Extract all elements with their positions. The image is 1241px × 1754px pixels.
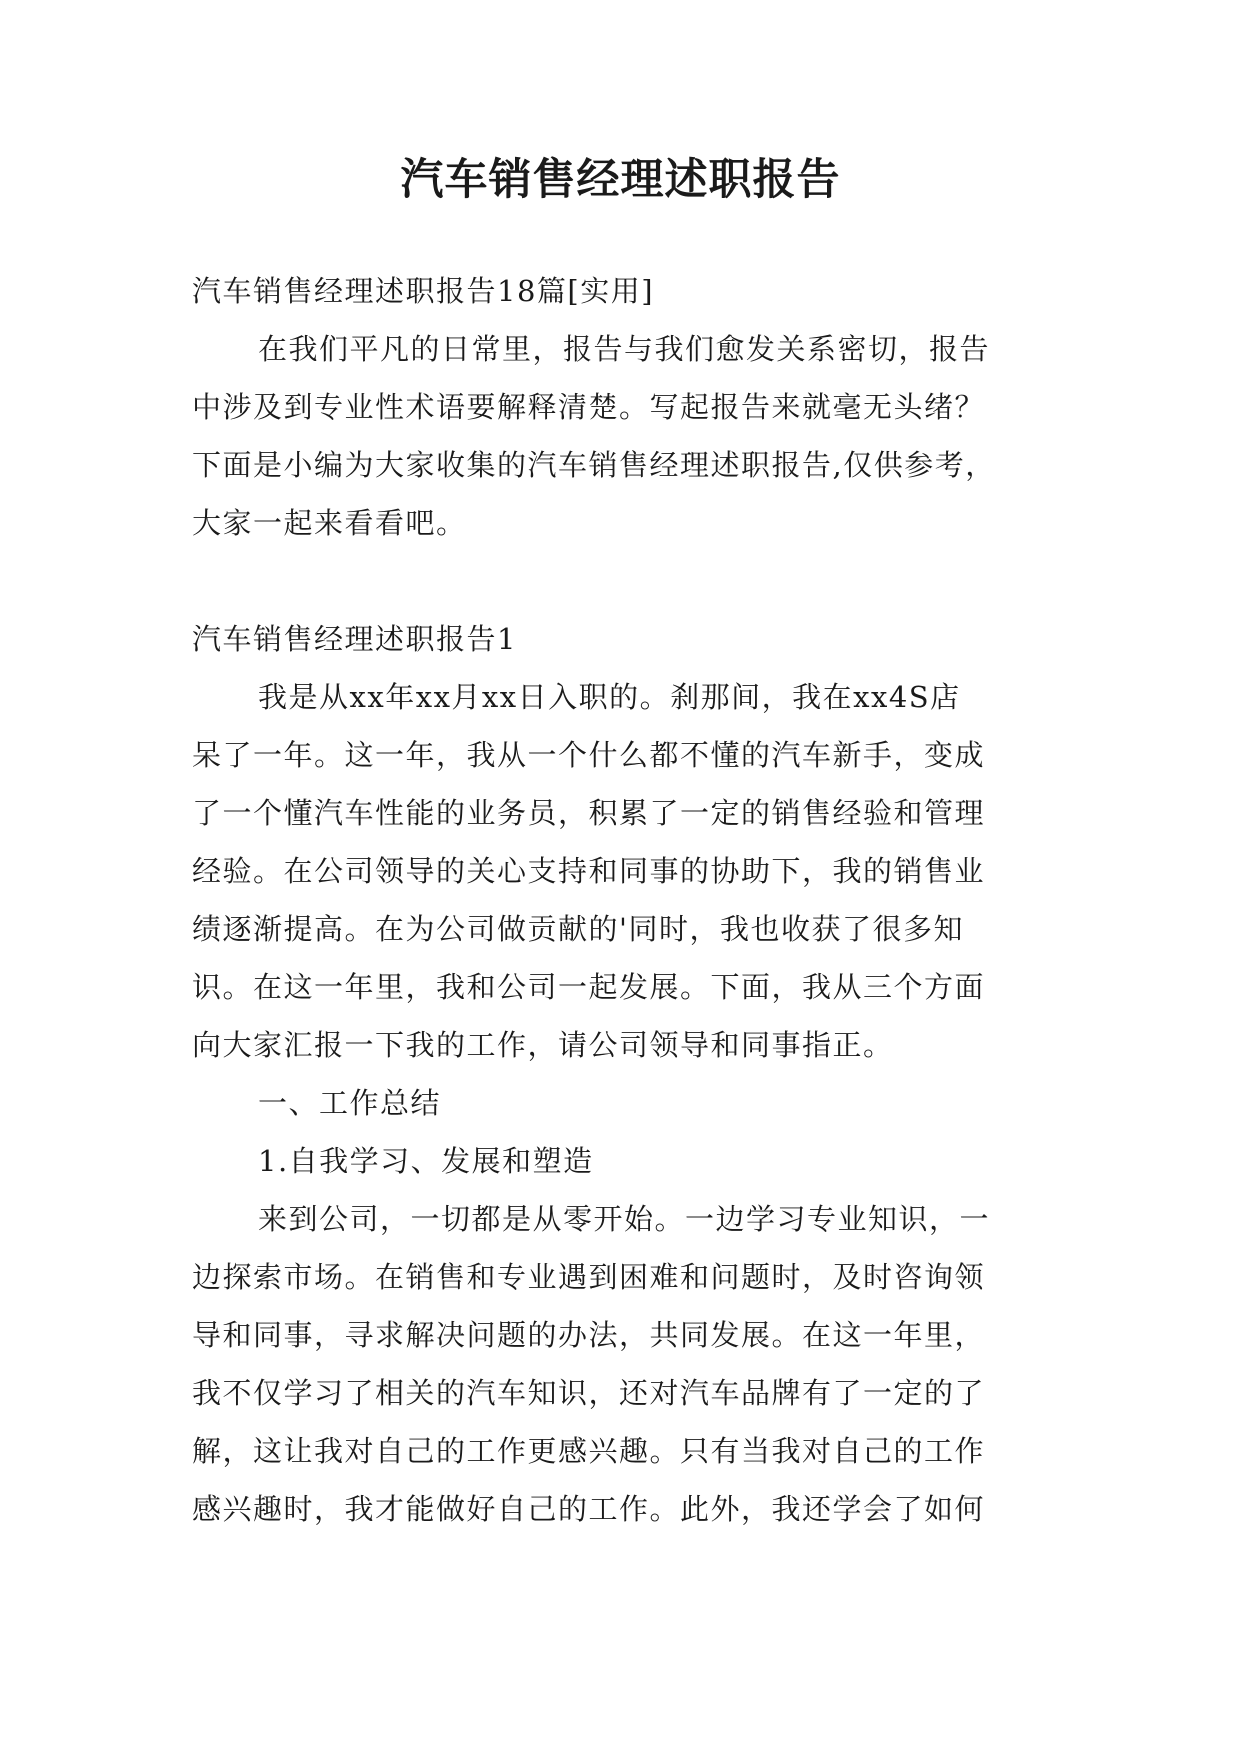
- paragraph-line: 解，这让我对自己的工作更感兴趣。只有当我对自己的工作: [192, 1434, 986, 1468]
- intro-line: 下面是小编为大家收集的汽车销售经理述职报告,仅供参考，: [192, 448, 996, 482]
- paragraph-gap: [192, 552, 1058, 610]
- paragraph-line: 绩逐渐提高。在为公司做贡献的'同时，我也收获了很多知: [192, 912, 964, 946]
- paragraph-line: 向大家汇报一下我的工作，请公司领导和同事指正。: [192, 1028, 894, 1062]
- intro-line: 大家一起来看看吧。: [192, 506, 467, 540]
- paragraph-line: 我不仅学习了相关的汽车知识，还对汽车品牌有了一定的了: [192, 1376, 986, 1410]
- document-title: 汽车销售经理述职报告: [400, 155, 841, 205]
- paragraph-line: 导和同事，寻求解决问题的办法，共同发展。在这一年里，: [192, 1318, 986, 1352]
- paragraph-line: 呆了一年。这一年，我从一个什么都不懂的汽车新手，变成: [192, 738, 986, 772]
- paragraph-line: 边探索市场。在销售和专业遇到困难和问题时，及时咨询领: [192, 1260, 986, 1294]
- paragraph-line: 来到公司，一切都是从零开始。一边学习专业知识，一: [258, 1202, 991, 1236]
- intro-line: 在我们平凡的日常里，报告与我们愈发关系密切，报告: [258, 332, 991, 366]
- section-heading: 汽车销售经理述职报告1: [192, 622, 517, 656]
- subheading-self-learning: 1.自我学习、发展和塑造: [258, 1144, 594, 1178]
- paragraph-line: 我是从xx年xx月xx日入职的。刹那间，我在xx4S店: [258, 680, 961, 714]
- intro-line: 中涉及到专业性术语要解释清楚。写起报告来就毫无头绪？: [192, 390, 986, 424]
- subheading-work-summary: 一、工作总结: [258, 1086, 442, 1120]
- paragraph-line: 了一个懂汽车性能的业务员，积累了一定的销售经验和管理: [192, 796, 986, 830]
- document-body: [192, 262, 1058, 1538]
- paragraph-line: 识。在这一年里，我和公司一起发展。下面，我从三个方面: [192, 970, 986, 1004]
- paragraph-line: 经验。在公司领导的关心支持和同事的协助下，我的销售业: [192, 854, 986, 888]
- paragraph-line: 感兴趣时，我才能做好自己的工作。此外，我还学会了如何: [192, 1492, 986, 1526]
- document-subtitle: 汽车销售经理述职报告18篇[实用]: [192, 274, 655, 308]
